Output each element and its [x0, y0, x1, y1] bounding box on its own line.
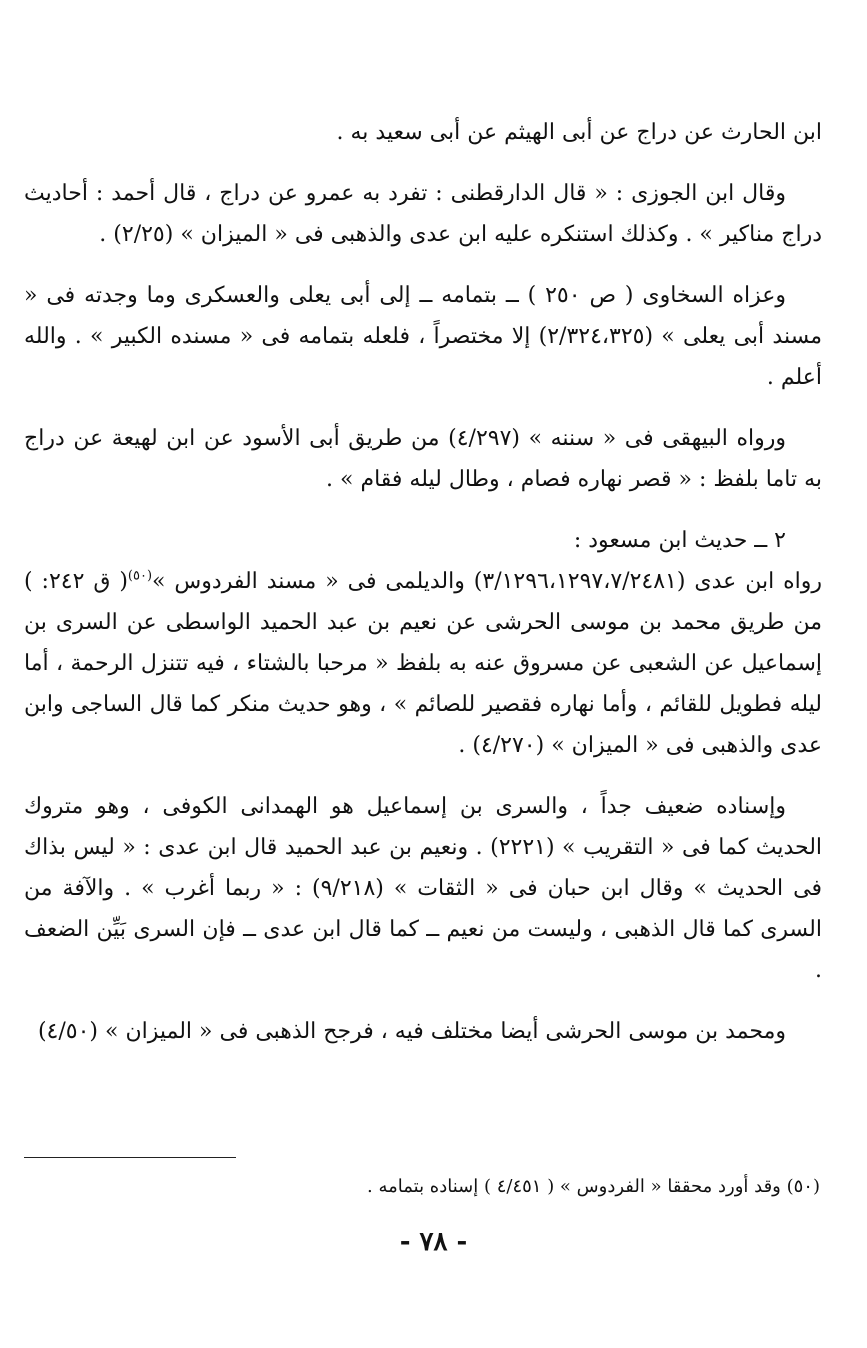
paragraph-4 [24, 418, 822, 500]
text-line: « مرحبا بالشتاء ، فيه تتنزل الرحمة ، أما ليله فطويل للقائم ، وأما نهاره فقصير [24, 651, 823, 717]
text-line: وقال ابن الجوزى : « قال الدارقطنى : تفرد به عمرو عن دراج ، قال أحمد : [95, 181, 786, 206]
text-line: ورواه البيهقى فى « سننه » (٤/٢٩٧) من طريق أبى الأسود عن ابن لهيعة عن [73, 426, 786, 451]
paragraph-2 [24, 173, 822, 255]
text-line: عبد الحميد الواسطى عن السرى بن إسماعيل عن الشعبى عن مسروق عنه به بلفظ [24, 610, 822, 676]
footnote-divider [24, 1157, 236, 1158]
paragraph-5 [24, 786, 822, 991]
paragraph-gap [24, 766, 822, 786]
paragraph-gap [24, 500, 822, 520]
text-line: وعزاه السخاوى ( ص ٢٥٠ ) ــ بتمامه ــ إلى أبى يعلى والعسكرى وما وجدته [84, 283, 786, 308]
text-line: والآفة من السرى كما قال الذهبى ، وليست من نعيم ــ كما قال ابن عدى ــ فإن [24, 876, 823, 942]
main-text [24, 112, 822, 1052]
text-line: الحديث كما فى « التقريب » (٢٢٢١) . ونعيم بن عبد الحميد قال ابن عدى : « ليس [73, 835, 823, 860]
text-line: الفردوس » [152, 569, 258, 594]
paragraph-gap [24, 991, 822, 1011]
footnote-50: (٥٠) وقد أورد محققا « الفردوس » ( ٤/٤٥١ ) إسناده بتمامه . [367, 1176, 820, 1197]
section-body [24, 561, 822, 766]
text-line: ( ق ٢٤٢: ) من طريق محمد بن موسى الحرشى عن نعيم بن [24, 569, 823, 635]
paragraph-gap [24, 153, 822, 173]
text-line: رواه ابن عدى (٣/١٢٩٦،١٢٩٧،٧/٢٤٨١) والديلمى فى « مسند [266, 569, 822, 594]
text-line: فى « مسند أبى يعلى » (٢/٣٢٤،٣٢٥) إلا مختصراً ، فلعله بتمامه فى « مسنده [24, 283, 822, 349]
text-line: وإسناده ضعيف جداً ، والسرى بن إسماعيل هو الهمدانى الكوفى ، وهو متروك [24, 794, 786, 819]
paragraph-3 [24, 275, 822, 398]
text-line: ومحمد بن موسى الحرشى أيضا مختلف فيه ، فرجح الذهبى فى « الميزان » (٤/٥٠) [37, 1019, 786, 1044]
page-number: - ٧٨ - [399, 1227, 468, 1257]
footnote-reference[interactable]: (٥٠) [127, 568, 153, 584]
text-line: ابن الحارث عن دراج عن أبى الهيثم عن أبى سعيد به . [336, 120, 822, 145]
text-line: دراج به تاما بلفظ : « قصر نهاره فصام ، وطال ليله فقام » . [24, 426, 822, 492]
text-line: السرى بَيِّن الضعف . [24, 917, 822, 983]
text-line: أحاديث دراج مناكير » . وكذلك استنكره عليه ابن عدى والذهبى فى « الميزان » [24, 181, 822, 247]
paragraph-6 [24, 1011, 822, 1052]
text-line: للصائم » ، وهو حديث منكر كما قال الساجى وابن عدى والذهبى فى « الميزان » [24, 692, 822, 758]
section-heading: ٢ ــ حديث ابن مسعود : [573, 528, 786, 553]
text-line: (٤/٢٧٠) . [458, 733, 545, 758]
paragraph-gap [24, 255, 822, 275]
text-line: (٢/٢٥) . [99, 222, 174, 247]
text-line: الكبير » . والله أعلم . [24, 324, 822, 390]
text-line: بذاك فى الحديث » وقال ابن حبان فى « الثقات » (٩/٢١٨) : « ربما أغرب » . [24, 835, 823, 901]
paragraph-1 [24, 112, 822, 153]
paragraph-gap [24, 398, 822, 418]
